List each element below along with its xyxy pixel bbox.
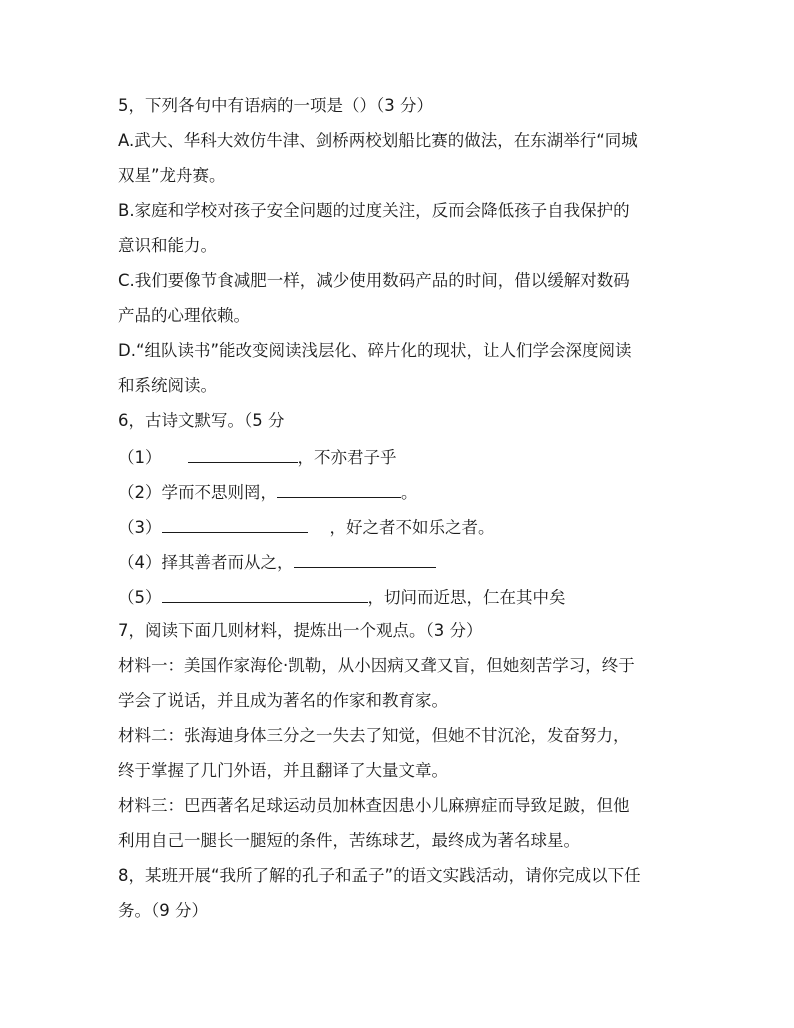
q5-option-b-line2: 意识和能力。	[118, 236, 217, 255]
answer-blank-3[interactable]	[162, 515, 308, 533]
q6-item-4-before: 择其善者而从之，	[161, 553, 294, 572]
q6-item-5	[118, 585, 566, 609]
answer-blank-1[interactable]	[188, 445, 298, 463]
q6-item-1-label: （1）	[118, 448, 162, 467]
answer-blank-2[interactable]	[277, 480, 401, 498]
q8-stem-line2: 务。（9 分）	[118, 901, 208, 920]
q7-material-1-line2: 学会了说话，并且成为著名的作家和教育家。	[118, 691, 448, 710]
q6-item-3-after: ，好之者不如乐之者。	[329, 518, 495, 537]
q8-stem-line1: 8，某班开展“我所了解的孔子和孟子”的语文实践活动，请你完成以下任	[118, 866, 641, 885]
q5-option-a-line2: 双星”龙舟赛。	[118, 166, 226, 185]
q6-item-1	[118, 445, 397, 469]
q5-option-a-line1: A.武大、华科大效仿牛津、剑桥两校划船比赛的做法，在东湖举行“同城	[118, 131, 638, 150]
q6-item-3-label: （3）	[118, 518, 162, 537]
answer-blank-5[interactable]	[162, 585, 368, 603]
answer-blank-4[interactable]	[294, 550, 436, 568]
q7-material-3-line2: 利用自己一腿长一腿短的条件，苦练球艺，最终成为著名球星。	[118, 831, 580, 850]
q5-option-d-line1: D.“组队读书”能改变阅读浅层化、碎片化的现状，让人们学会深度阅读	[118, 341, 632, 360]
q6-item-1-after: ，不亦君子乎	[297, 448, 397, 467]
q6-item-5-label: （5）	[118, 588, 162, 607]
q6-item-5-after: ，切问而近思，仁在其中矣	[367, 588, 566, 607]
q6-item-3	[118, 515, 495, 539]
q7-material-1-line1: 材料一：美国作家海伦·凯勒，从小因病又聋又盲，但她刻苦学习，终于	[118, 656, 635, 675]
q5-stem: 5，下列各句中有语病的一项是（）（3 分）	[118, 96, 433, 115]
q6-item-2	[118, 480, 418, 504]
q7-material-2-line1: 材料二：张海迪身体三分之一失去了知觉，但她不甘沉沦，发奋努力，	[118, 726, 630, 745]
q6-item-4-label: （4）	[118, 553, 162, 572]
q5-option-c-line1: C.我们要像节食减肥一样，减少使用数码产品的时间，借以缓解对数码	[118, 271, 630, 290]
q5-option-d-line2: 和系统阅读。	[118, 376, 217, 395]
q6-item-2-after: 。	[401, 483, 418, 502]
q5-option-b-line1: B.家庭和学校对孩子安全问题的过度关注，反而会降低孩子自我保护的	[118, 201, 630, 220]
q7-material-2-line2: 终于掌握了几门外语，并且翻译了大量文章。	[118, 761, 448, 780]
q7-stem: 7，阅读下面几则材料，提炼出一个观点。（3 分）	[118, 621, 483, 640]
q6-stem: 6，古诗文默写。（5 分	[118, 411, 285, 430]
q7-material-3-line1: 材料三：巴西著名足球运动员加林查因患小儿麻痹症而导致足跛，但他	[118, 796, 630, 815]
q6-item-2-label: （2）	[118, 483, 162, 502]
q6-item-2-before: 学而不思则罔，	[161, 483, 277, 502]
q5-option-c-line2: 产品的心理依赖。	[118, 306, 250, 325]
q6-item-4	[118, 550, 436, 574]
